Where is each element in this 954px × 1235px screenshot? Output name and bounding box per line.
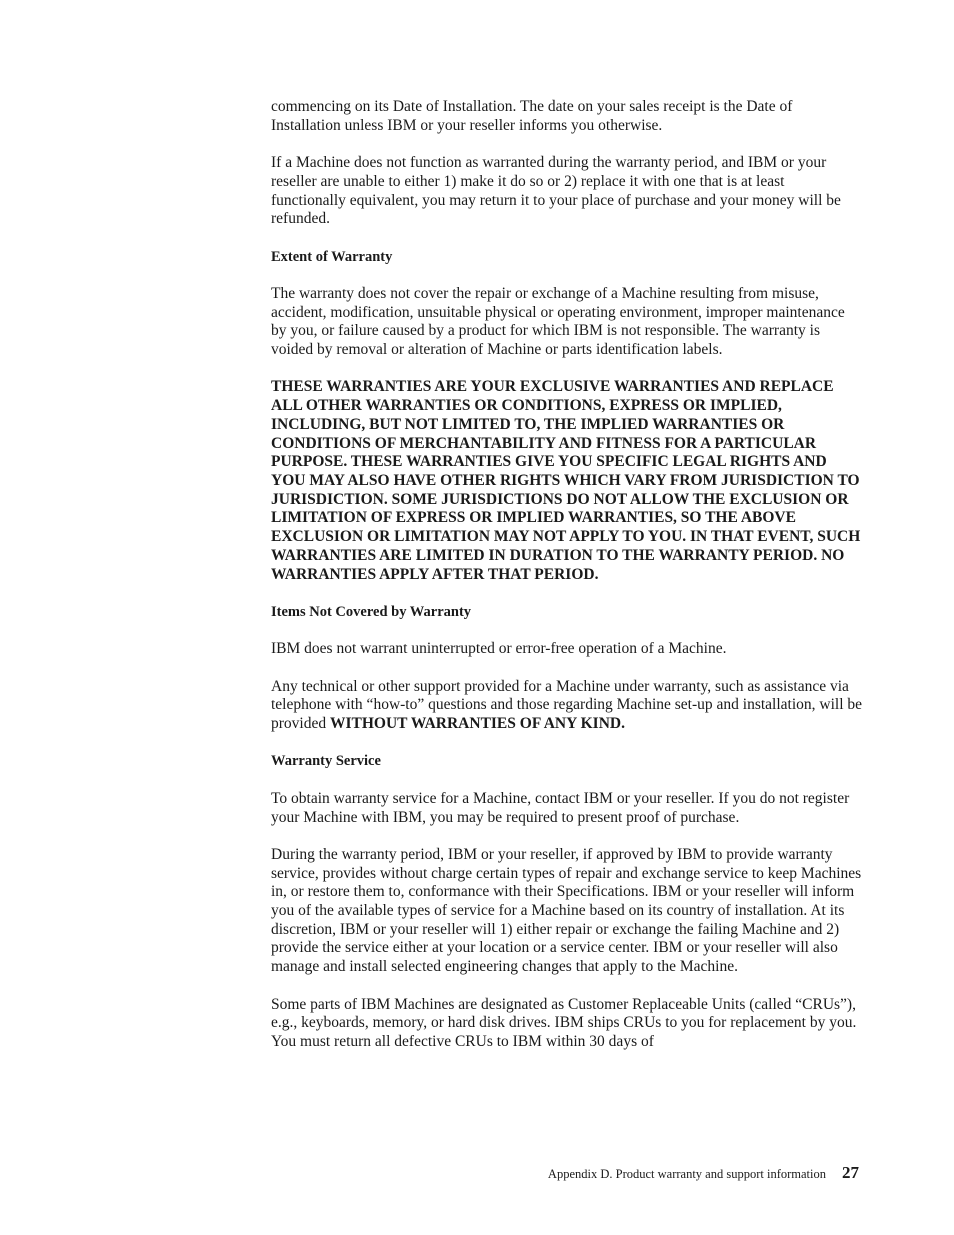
paragraph-not-covered-1: IBM does not warrant uninterrupted or error-free operation of a Machine.	[271, 640, 727, 658]
paragraph-extent: The warranty does not cover the repair or exchange of a Machine resulting from misuse, accident, modification, unsuitable physical or operating environment, improper maintenance by you, or failure caused by a product for which IBM is not responsible. The warranty is voided by removal or alteration of Machine or parts identification labels.	[271, 284, 845, 359]
paragraph-service-2: During the warranty period, IBM or your reseller, if approved by IBM to provide warranty service, provides without charge certain types of repair and exchange service to keep Machines in, or restore them to, conformance with their Specifications. IBM or your reseller will inform you of the available types of service for a Machine based on its country of installation. At its discretion, IBM or your reseller will 1) either repair or exchange the failing Machine and 2) provide the service either at your location or a service center. IBM or your reseller will also manage and install selected engineering changes that apply to the Machine.	[271, 845, 862, 976]
section-heading-service: Warranty Service	[271, 753, 381, 770]
page-body	[271, 98, 863, 1070]
page-footer	[548, 1163, 859, 1183]
paragraph-not-covered-2-text: Any technical or other support provided for a Machine under warranty, such as assistance via telephone with “how-to” questions and those regarding Machine set-up and installation, will be provided	[271, 677, 863, 733]
paragraph-not-covered-2	[271, 678, 863, 734]
paragraph-not-covered-2-bold: WITHOUT WARRANTIES OF ANY KIND.	[329, 715, 625, 733]
paragraph-date-of-installation: commencing on its Date of Installation. The date on your sales receipt is the Date of Installation unless IBM or your reseller informs you otherwise.	[271, 98, 793, 134]
page-number: 27	[842, 1163, 859, 1182]
section-heading-not-covered: Items Not Covered by Warranty	[271, 603, 472, 620]
section-heading-extent: Extent of Warranty	[271, 248, 393, 265]
footer-label: Appendix D. Product warranty and support information	[547, 1167, 826, 1181]
paragraph-refund: If a Machine does not function as warranted during the warranty period, and IBM or your reseller are unable to either 1) make it do so or 2) replace it with one that is at least functionally equivalent, you may return it to your place of purchase and your money will be refunded.	[271, 154, 841, 228]
paragraph-disclaimer: THESE WARRANTIES ARE YOUR EXCLUSIVE WARRANTIES AND REPLACE ALL OTHER WARRANTIES OR CONDITIONS, EXPRESS OR IMPLIED, INCLUDING, BUT NOT LIMITED TO, THE IMPLIED WARRANTIES OR CONDITIONS OF MERCHANTABILITY AND FITNESS FOR A PARTICULAR PURPOSE. THESE WARRANTIES GIVE YOU SPECIFIC LEGAL RIGHTS AND YOU MAY ALSO HAVE OTHER RIGHTS WHICH VARY FROM JURISDICTION TO JURISDICTION. SOME JURISDICTIONS DO NOT ALLOW THE EXCLUSION OR LIMITATION OF EXPRESS OR IMPLIED WARRANTIES, SO THE ABOVE EXCLUSION OR LIMITATION MAY NOT APPLY TO YOU. IN THAT EVENT, SUCH WARRANTIES ARE LIMITED IN DURATION TO THE WARRANTY PERIOD. NO WARRANTIES APPLY AFTER THAT PERIOD.	[271, 378, 861, 583]
paragraph-service-3: Some parts of IBM Machines are designated as Customer Replaceable Units (called “CRUs”), e.g., keyboards, memory, or hard disk drives. IBM ships CRUs to you for replacement by you. You must return all defective CRUs to IBM within 30 days of	[271, 995, 857, 1050]
paragraph-service-1: To obtain warranty service for a Machine, contact IBM or your reseller. If you do not register your Machine with IBM, you may be required to present proof of purchase.	[271, 789, 850, 826]
